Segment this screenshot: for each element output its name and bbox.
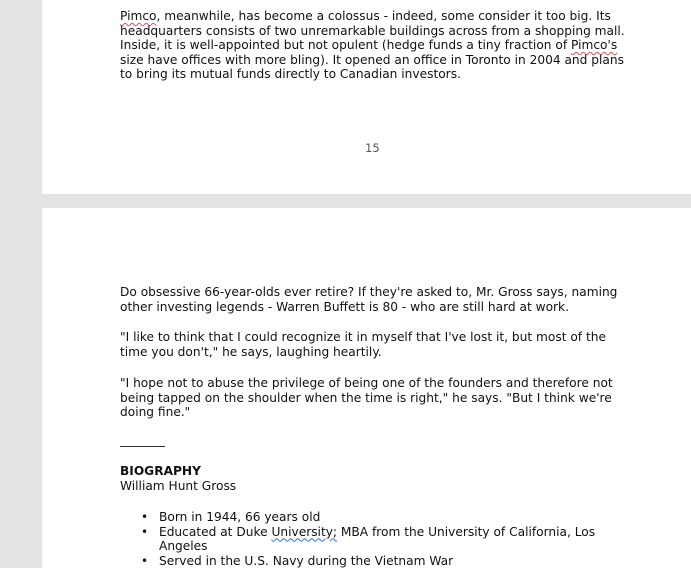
- document-page-16: [42, 208, 691, 568]
- paragraph-retire: Do obsessive 66-year-olds ever retire? If they're asked to, Mr. Gross says, naming other investing legends - Warren Buffett is 80 - who are still hard at work.: [120, 285, 618, 314]
- list-item: [120, 525, 640, 554]
- spelling-flag-pimco: Pimco: [120, 9, 157, 23]
- paragraph-pimco: [120, 9, 630, 82]
- biography-name: William Hunt Gross: [120, 479, 237, 493]
- list-item: • Served in the U.S. Navy during the Vietnam War: [120, 554, 640, 568]
- document-page-15: [42, 0, 691, 194]
- separator-line: [120, 446, 165, 447]
- paragraph-text: size have offices with more bling). It opened an office in Toronto in 2004 and plans to bring its mutual funds directly to Canadian investors.: [120, 52, 624, 82]
- list-item-text: MBA from the University of California, Los Angeles: [159, 524, 596, 554]
- paragraph-quote-recognize: "I like to think that I could recognize it in myself that I've lost it, but most of the time you don't," he says, laughing heartily.: [120, 330, 606, 359]
- list-item: • Born in 1944, 66 years old: [120, 510, 640, 525]
- grammar-flag-university: University;: [271, 524, 338, 539]
- biography-heading: BIOGRAPHY: [120, 464, 201, 478]
- biography-list: [120, 510, 640, 568]
- list-item-text: Educated at Duke: [159, 524, 272, 539]
- paragraph-text: , meanwhile, has become a colossus - indeed, some consider it too big. Its headquarters consists of two unremarkable buildings across from a shopping mall. Inside, it is well-appointed but not opulent (hedge funds a tiny fraction of: [120, 9, 625, 53]
- page-number: 15: [365, 141, 380, 155]
- spelling-flag-pimcos: Pimco's: [571, 38, 618, 53]
- paragraph-quote-founders: "I hope not to abuse the privilege of being one of the founders and therefore not being tapped on the shoulder when the time is right," he says. "But I think we're doing fine.": [120, 376, 613, 420]
